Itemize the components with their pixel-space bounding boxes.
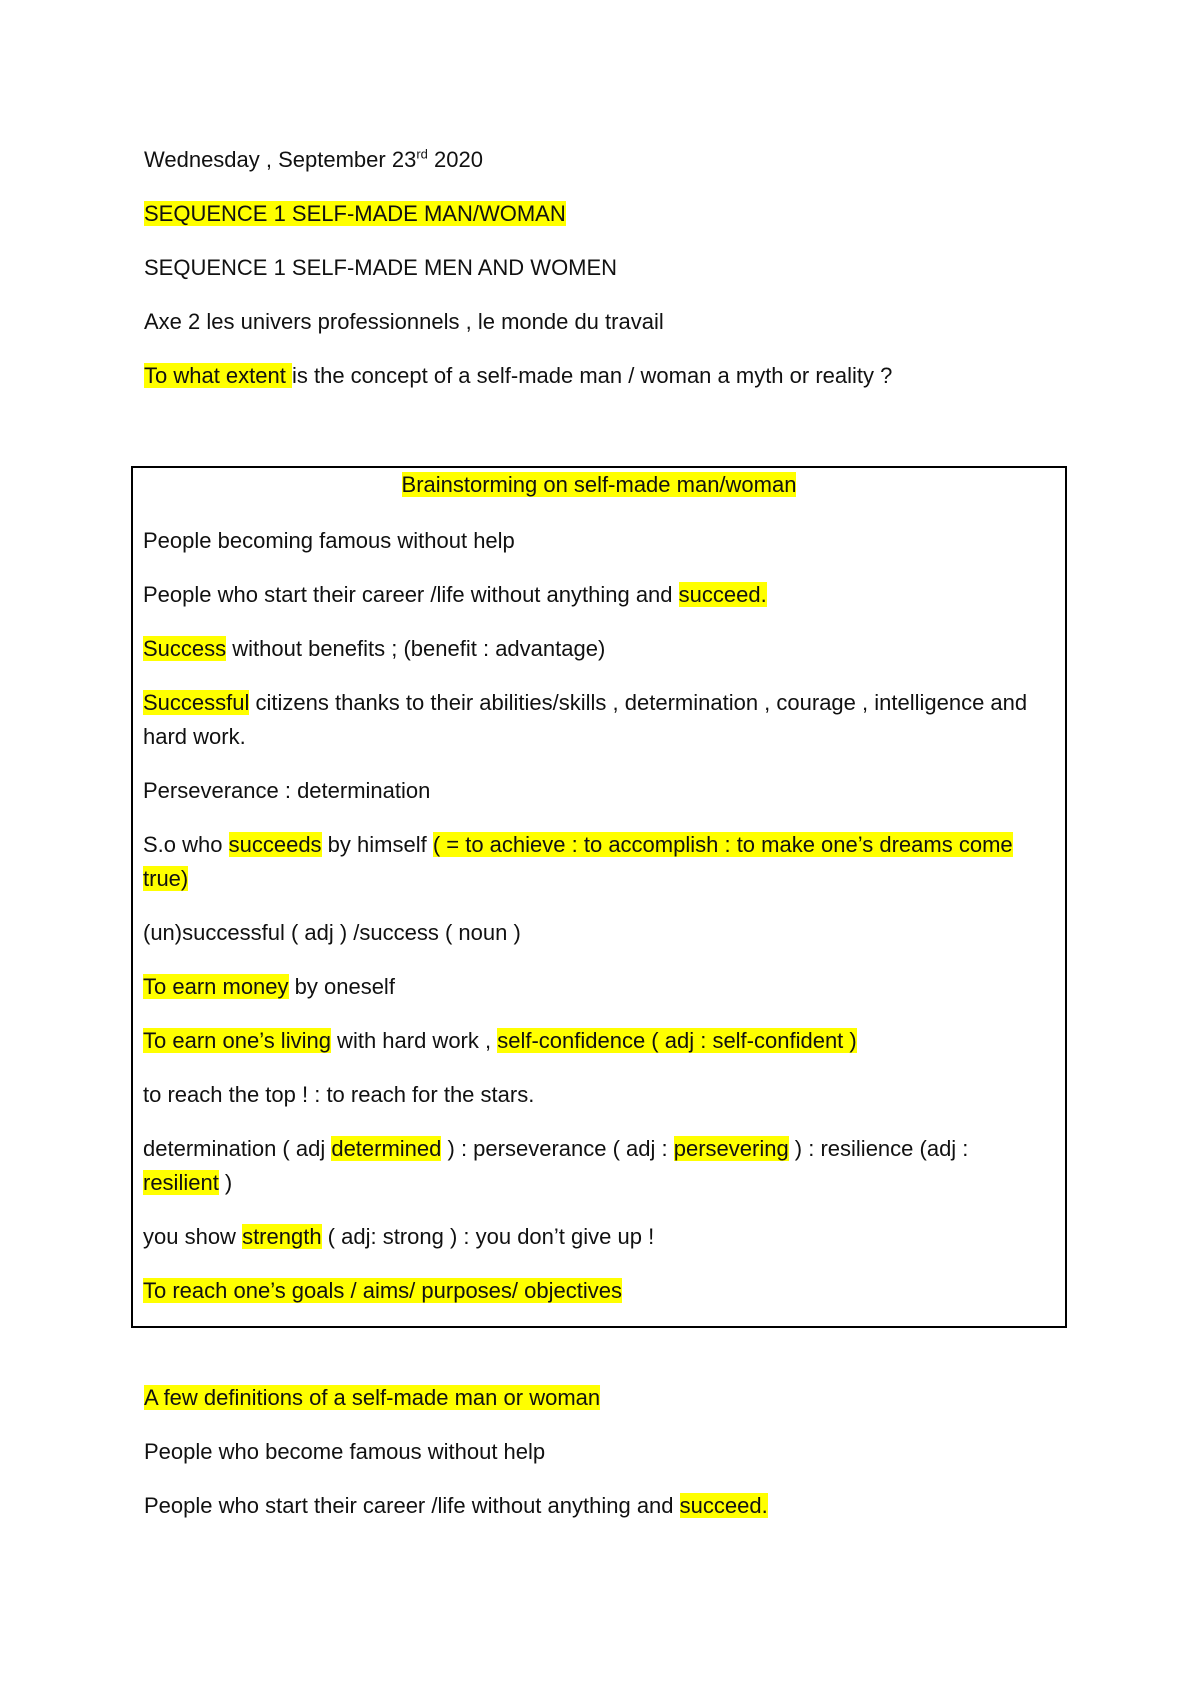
brainstorm-line-6: S.o who succeeds by himself ( = to achieve : to accomplish : to make one’s dreams come true): [143, 832, 1013, 891]
definition-2: People who start their career /life without anything and succeed.: [144, 1493, 768, 1518]
brainstorming-title: Brainstorming on self-made man/woman: [401, 472, 797, 497]
brainstorm-line-3: Success without benefits ; (benefit : advantage): [143, 636, 606, 661]
definition-1: People who become famous without help: [144, 1439, 546, 1464]
brainstorm-line-5: Perseverance : determination: [143, 778, 431, 803]
axe-line: Axe 2 les univers professionnels , le monde du travail: [144, 309, 664, 334]
definitions-title: A few definitions of a self-made man or woman: [144, 1385, 601, 1410]
brainstorm-line-2: People who start their career /life without anything and succeed.: [143, 582, 767, 607]
brainstorm-line-1: People becoming famous without help: [143, 528, 515, 553]
brainstorm-line-10: to reach the top ! : to reach for the stars.: [143, 1082, 535, 1107]
brainstorm-line-12: you show strength ( adj: strong ) : you don’t give up !: [143, 1224, 655, 1249]
brainstorm-line-13: To reach one’s goals / aims/ purposes/ objectives: [143, 1278, 622, 1303]
brainstorm-line-8: To earn money by oneself: [143, 974, 395, 999]
brainstorm-line-4: Successful citizens thanks to their abilities/skills , determination , courage , intelligence and hard work.: [143, 690, 1028, 749]
brainstorming-box: [131, 466, 1067, 1328]
sequence-title: SEQUENCE 1 SELF-MADE MEN AND WOMEN: [144, 255, 618, 280]
brainstorm-line-11: determination ( adj determined ) : perseverance ( adj : persevering ) : resilience (adj : resilient ): [143, 1136, 969, 1195]
date-line: Wednesday , September 23rd 2020: [144, 146, 483, 172]
sequence-title-highlighted: SEQUENCE 1 SELF-MADE MAN/WOMAN: [144, 201, 566, 226]
brainstorm-line-7: (un)successful ( adj ) /success ( noun ): [143, 920, 521, 945]
problematic-question: To what extent is the concept of a self-made man / woman a myth or reality ?: [144, 363, 893, 388]
brainstorm-line-9: To earn one’s living with hard work , self-confidence ( adj : self-confident ): [143, 1028, 857, 1053]
